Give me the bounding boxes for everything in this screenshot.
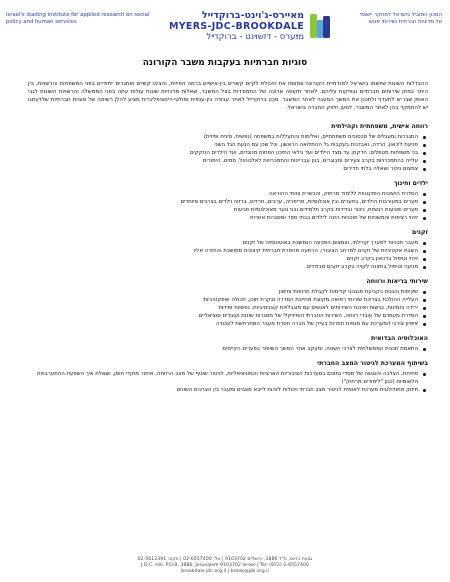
document-body bbox=[28, 80, 428, 401]
section-title: האוכלוסיה הבדואית bbox=[370, 335, 428, 343]
bullet-item: זיהוי וטיפול בדכאון בקרב זקנים bbox=[28, 255, 428, 263]
bullet-item: פתיחת, הצלבה והנגשה של מסדי נתונים במערכות הציבוריות הארציות והמוניציפליות, לניטור שוטף של מצב הרווחה, איתור מוקדי חוסן, ושאלת איך השפעת ההתערבויות הלאומיות (כגון "לימודים מרחוק") bbox=[28, 370, 428, 386]
institute-tagline-english: Israel's leading institute for applied research on social policy and human services bbox=[6, 12, 150, 25]
bullet-item: פערים במעורבות הילדים, בפערים ובין אוכלוסיות, פריפריה, ערבים, חרדים, ברזוה וילדים בצרכים מיוחדים bbox=[28, 198, 428, 206]
section-title: שירותי בריאות ורווחה bbox=[366, 278, 428, 286]
bullet-list bbox=[28, 190, 428, 222]
bullet-list bbox=[28, 345, 428, 353]
section bbox=[28, 360, 428, 394]
bullet-list bbox=[28, 370, 428, 394]
section-title: רווחה אישית, משפחתית וקהילתית bbox=[331, 123, 428, 131]
section bbox=[28, 229, 428, 271]
logo-yiddish-text: מײַערס - דזשױנט - ברוקדײל bbox=[206, 32, 304, 42]
section bbox=[28, 335, 428, 353]
logo-hebrew-text: מאיירס-ג'וינט-ברוקדייל bbox=[201, 10, 304, 21]
institute-tagline-hebrew bbox=[332, 12, 442, 26]
footer-web-email: brookdale.jdc.org.il | brook@jdc.org.il bbox=[181, 569, 269, 575]
section-title: ילדים וחינוך bbox=[393, 180, 428, 188]
bullet-item: ירידה בזמינות, נגישות ואיכות השירותים לאנשים עם מוגבלויות קוגניטיביות, נפשיות ופיזיות bbox=[28, 304, 428, 312]
logo-mark-icon bbox=[308, 12, 332, 40]
bullet-item: הסדרת הישיבות הפדגוגיות ללימוד מרחוק, והכשרת צוותי ההוראה bbox=[28, 190, 428, 198]
footer-address-hebrew: גבעת ג'וינט, ת"ד 3886, ירושלים 9103702 | טל: 02-6557400 | פקס: 02-5612391 bbox=[137, 557, 313, 562]
bullet-item: צמצום ניכור ושאלה בלתי חדירים bbox=[28, 165, 428, 173]
bullet-item: זיהוי רציפות והמשכיות של תוכניות הזנה לילדים בבתי ספר ומסגרות אחרות bbox=[28, 214, 428, 222]
bullet-item: מעבר תכניות למערך קהילתי, וצמצום הפגיעה הנמשכת באוטונומיה של זקנים bbox=[28, 239, 428, 247]
bullet-item: בני משפחות מטפלים: הדקוק עד מצד הילדים ועד גילאי התיכון הפחות מנוגדים, ועד הילדים הנזקקים bbox=[28, 149, 428, 157]
bullet-list bbox=[28, 133, 428, 173]
footer-address-english: J.D.C. Hill, P.O.B. 3886, Jerusalem 9103702 Israel | Tel: (972)-2-6557400 bbox=[141, 563, 309, 569]
brookdale-logo bbox=[168, 10, 332, 44]
section-title: בשיתוף המערכת לניטור המצב החברתי bbox=[317, 360, 428, 368]
bullet-item: שקיפות והגנות בקביעת מנגנוני קדימות לקבלת תרופות וחיסון bbox=[28, 288, 428, 296]
bullet-item: איפיון צורכי המערכת עם מגפות חוזרות בעידן של חברה חסרת מעבר המתרחשת לעבודה bbox=[28, 320, 428, 328]
section bbox=[28, 123, 428, 173]
bullet-item: מניעה וטיפול בתזונה לקויה בקרב זקנים מבודדים bbox=[28, 263, 428, 271]
section bbox=[28, 278, 428, 328]
section bbox=[28, 180, 428, 222]
bullet-list bbox=[28, 239, 428, 271]
document-title: סוגיות חברתיות בעקבות משבר הקורונה bbox=[142, 58, 308, 68]
intro-paragraph: ההבדלות השונות שיושמו בישראל לפנדמיית הקורונה צמצמו את היכולת לקיים קשרים בין-אישיים ברמה הפיזית, והציבו קשיים ואתגרים ייחודיים בפני המשפחות והרשויות, בין היתר במתן שירותים חברתיים ובפיקוח עליהם. לאחר תקופה ארוכה של התמודדות בצל המשבר, שאלות מרכזיות שונות עולות עתה בפני הממשלה והרשויות השונות לגבי האופן שבו יש לתעדף ולתכנן את המשך המענה לאחר המשבר. מכון ברוקדייל לאחר עבודה בין-ענפית ומולטי-דיסציפלינרית מציע להלן רשימה של סוגיות חברתיות שלדעתנו יש להתמקד בהן לאחר המשבר, למען חיזוק החברה בישראל. bbox=[28, 81, 428, 112]
logo-english-text: MYERS-JDC-BROOKDALE bbox=[168, 21, 304, 32]
bullet-item: העלייה ההולכת בצריכת שירותי רפואה מקוונת מחייבת הסדרה ובקרת תוכן, תכולה ואפקטיביות bbox=[28, 296, 428, 304]
institute-tagline-hebrew-line1: המכון המוביל בישראל למחקר יישומי bbox=[360, 12, 442, 18]
bullet-item: הסדרת מעמדם של עובדי רווחה, השירות החברתי והפיזיקלי של מסגרות שונות ועובדים סוציאליים bbox=[28, 312, 428, 320]
bullet-item: פגיעת ליכאון, הרדה, ואבדנות בעקבות גל ההתלואה הראשון, וכל שכן עם הגעת הגל השני bbox=[28, 141, 428, 149]
bullet-item: חיזוק מתודולוגית מערכת לאומית לניטור מצב חברתי ויכולות לזהות לייבא מצבים ומעבר בין הצרכים השונים bbox=[28, 386, 428, 394]
institute-tagline-hebrew-line2: על מדיניות חברתית ושירותי אנוש bbox=[369, 18, 442, 25]
bullet-item: השבת אקטיביות של זקנים למרחב הציבורי, הרתעה מהפרת חברתית קיצונית ממושכת והחזרה אליו bbox=[28, 247, 428, 255]
footer bbox=[20, 557, 430, 576]
letterhead bbox=[0, 6, 450, 46]
bullet-list bbox=[28, 288, 428, 328]
bullet-item: התגברות ומעגלים של סכסוכים משפחתיים, ואלימות והתעללות במשפחה (נפשית, מינית ופיזית) bbox=[28, 133, 428, 141]
bullet-item: התאמת תכנית הממשלתית לצרכי השטח, ומעקב אחר המשך השיפור בפערים הקיימים bbox=[28, 345, 428, 353]
section-title: זקנים bbox=[412, 229, 428, 237]
bullet-item: עלייה בהתמכרויות בקרב צעירים ומבוגרים, בגין עבריינות והתמכרויות לאלכוהול, סמים, הימורים bbox=[28, 157, 428, 165]
bullet-item: פערים ופגיעות רגשיות, ניכור ובדידות בקרב תלמידים ובני נוער מאוכלוסיות פגיעות bbox=[28, 206, 428, 214]
sections-container bbox=[28, 123, 428, 394]
